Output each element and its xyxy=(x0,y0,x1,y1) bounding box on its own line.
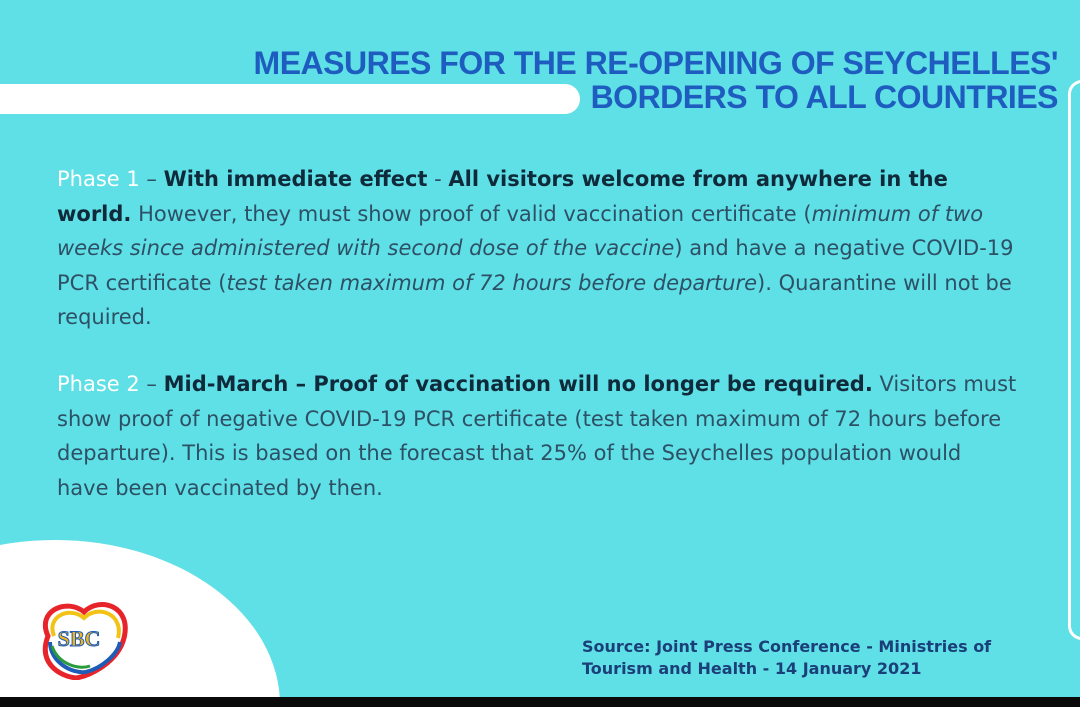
phase-2-dash: – xyxy=(139,372,164,396)
phase-2-label: Phase 2 xyxy=(57,372,140,396)
right-frame-line xyxy=(1068,80,1080,640)
source-line-2: Tourism and Health - 14 January 2021 xyxy=(582,659,922,678)
sbc-logo-icon xyxy=(28,596,132,680)
page-title xyxy=(238,46,1058,114)
logo-text: SBC xyxy=(57,626,101,651)
phase-1-dash: – xyxy=(139,167,164,191)
title-line-1: MEASURES FOR THE RE-OPENING OF SEYCHELLES' xyxy=(253,45,1058,81)
phase-2-headline: Mid-March – Proof of vaccination will no longer be required. xyxy=(163,372,873,396)
source-line-1: Source: Joint Press Conference - Ministries of xyxy=(582,637,992,656)
phase-1-text-1: However, they must show proof of valid vaccination certificate ( xyxy=(131,201,812,226)
title-line-2: BORDERS TO ALL COUNTRIES xyxy=(590,79,1058,115)
phase-1-text-3: ). Quarantine will not be required. xyxy=(57,270,1012,329)
phase-1-label: Phase 1 xyxy=(57,167,140,191)
source-note xyxy=(582,636,1042,680)
bottom-bar xyxy=(0,697,1080,707)
phase-2-text: Visitors must show proof of negative COVID-19 PCR certificate (test taken maximum of 72 hours before departure). This is based on the forecast that 25% of the Seychelles population would have been vaccinated by then. xyxy=(57,372,1017,500)
phase-2-paragraph xyxy=(57,367,1017,505)
phase-1-italic-1: minimum of two weeks since administered with second dose of the vaccine xyxy=(57,201,984,260)
phase-1-headline: All visitors welcome from anywhere in the world. xyxy=(57,167,948,226)
phase-1-separator: - xyxy=(427,167,449,191)
phase-1-italic-2: test taken maximum of 72 hours before departure xyxy=(226,270,758,295)
phase-1-heading: With immediate effect xyxy=(163,167,428,191)
phase-1-paragraph xyxy=(57,162,1017,335)
phase-1-text-2: ) and have a negative COVID-19 PCR certificate ( xyxy=(57,236,1014,295)
